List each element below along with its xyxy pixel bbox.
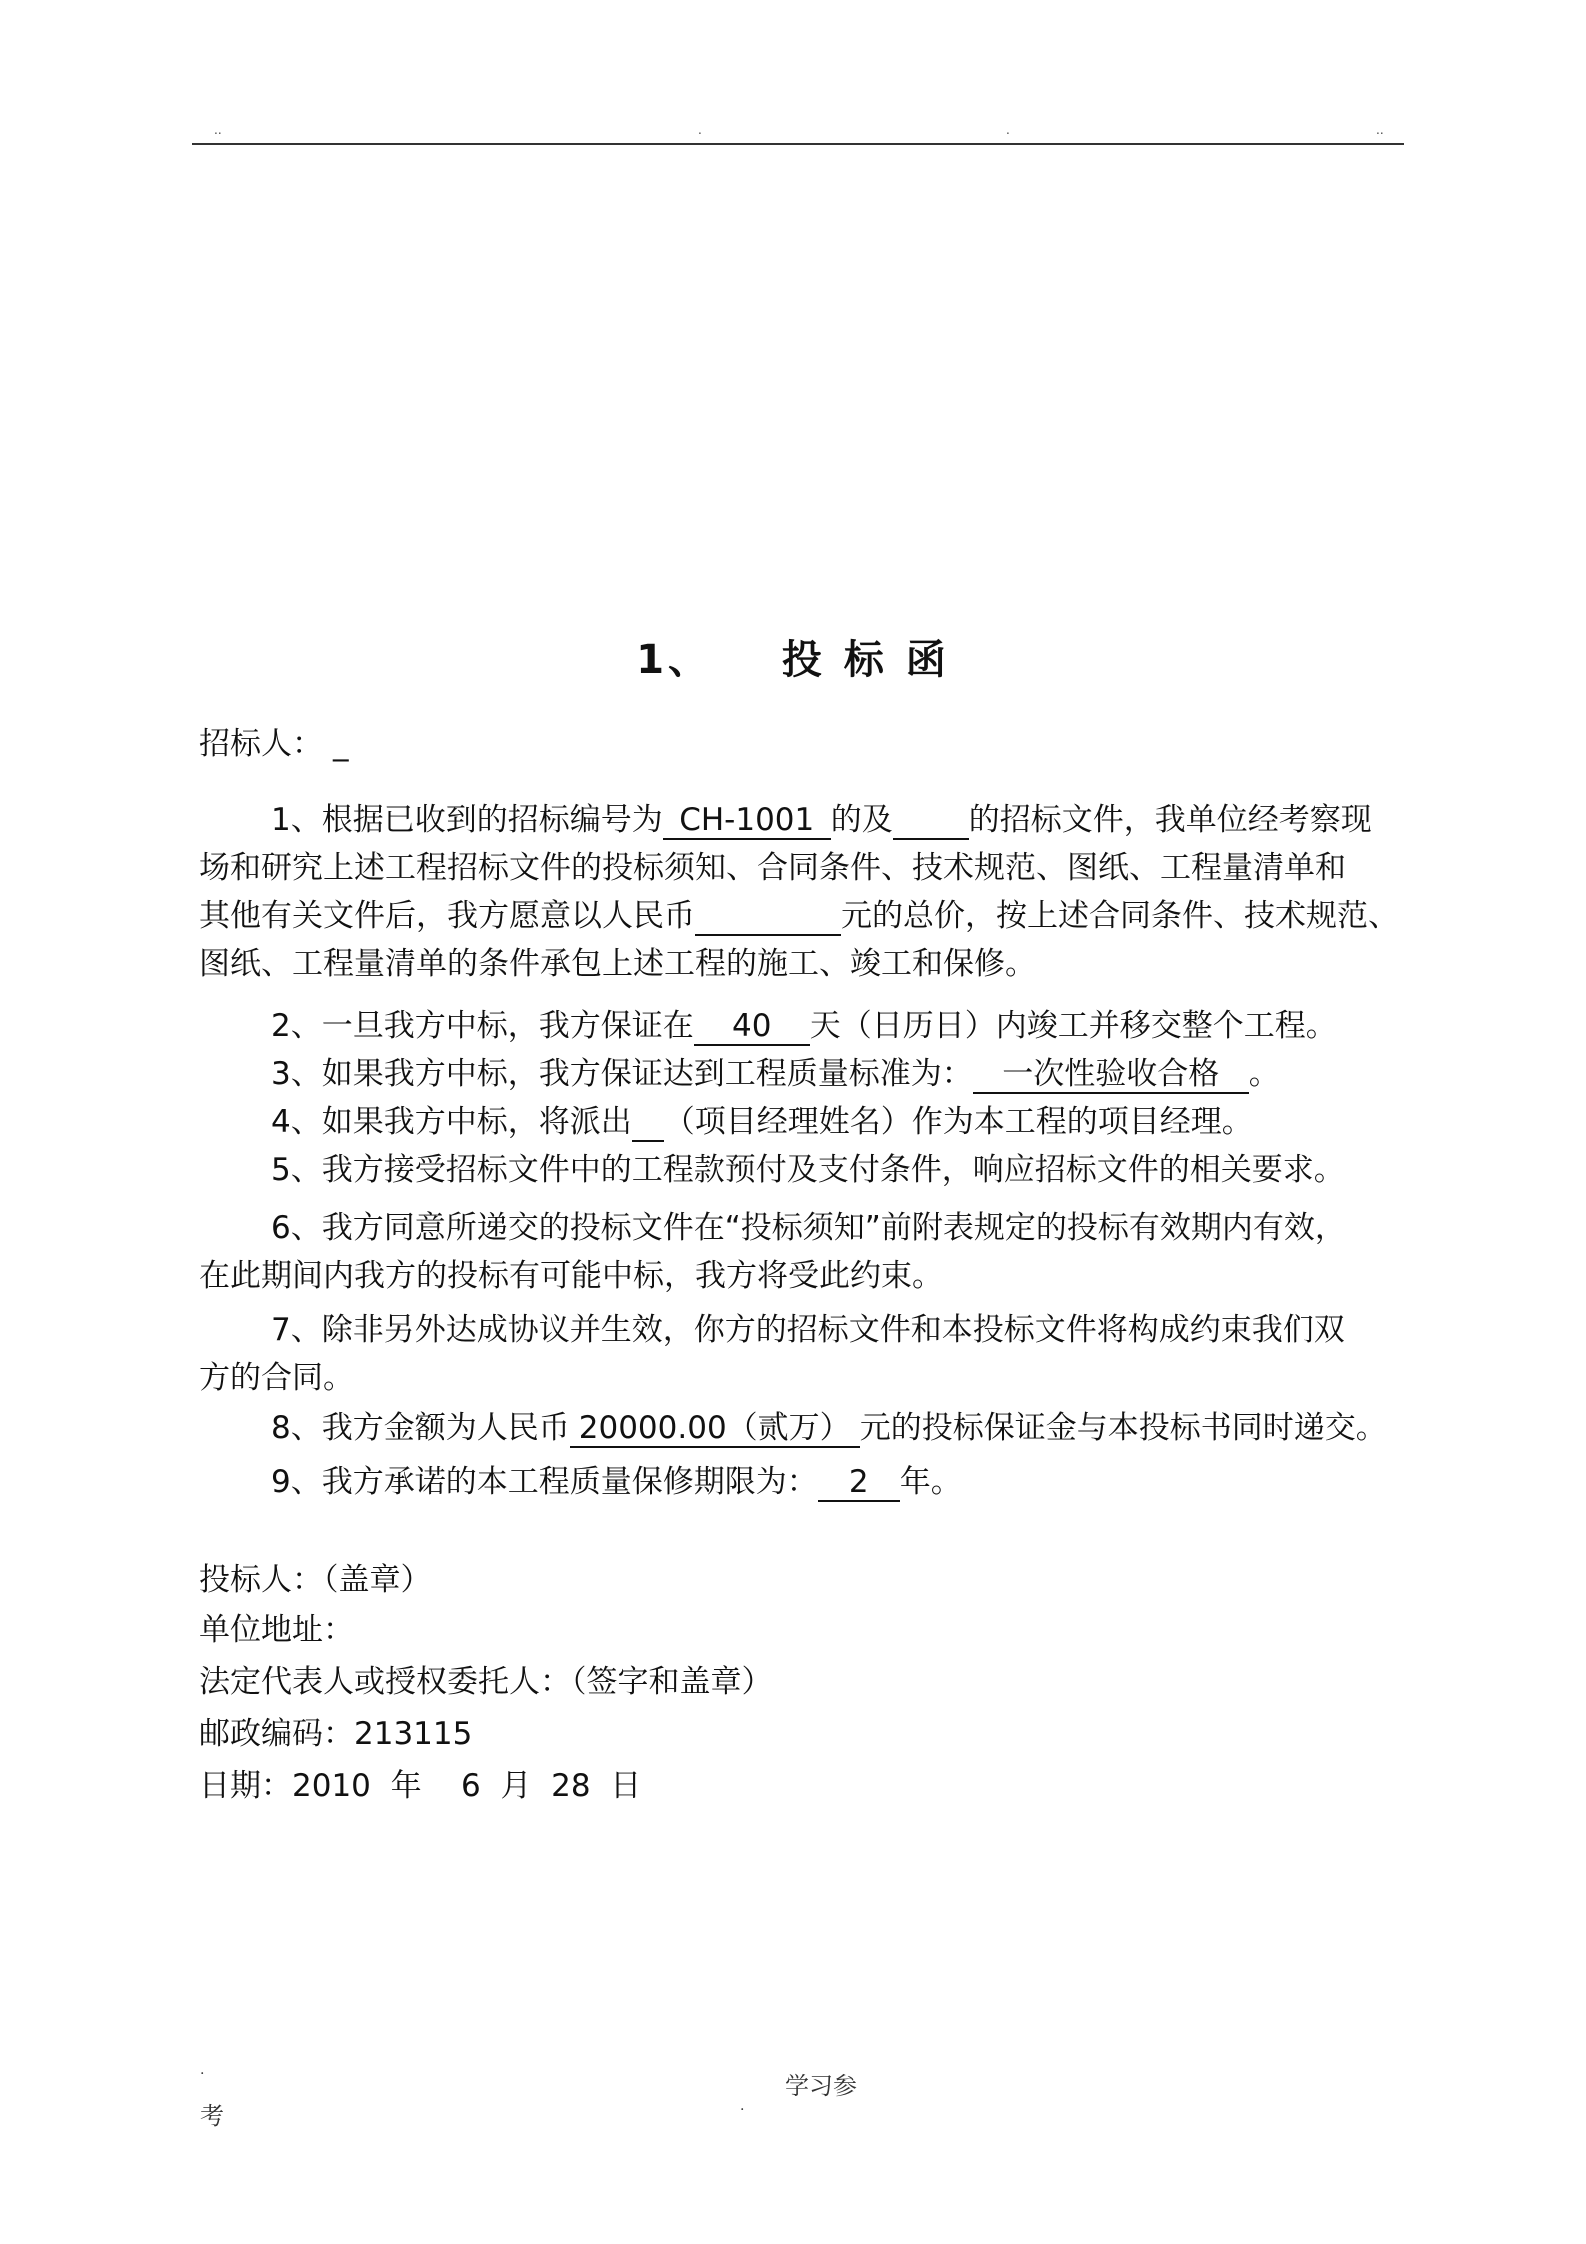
quality-standard-field: 一次性验收合格 bbox=[973, 1056, 1249, 1094]
address-line: 单位地址： bbox=[199, 1612, 354, 1648]
item-1-line-2: 场和研究上述工程招标文件的投标须知、合同条件、技术规范、图纸、工程量清单和 bbox=[199, 850, 1346, 886]
item-text: 2、一旦我方中标，我方保证在 bbox=[271, 1008, 694, 1044]
header-mark: .. bbox=[1376, 123, 1384, 137]
warranty-years-field: 2 bbox=[818, 1464, 900, 1502]
header-mark: . bbox=[1006, 123, 1010, 137]
manager-name-field bbox=[632, 1108, 664, 1142]
item-text: 天（日历日）内竣工并移交整个工程。 bbox=[809, 1008, 1337, 1044]
item-1-line-3 bbox=[199, 896, 1399, 936]
item-8 bbox=[271, 1408, 1387, 1448]
item-text: 的及 bbox=[830, 802, 893, 838]
item-7-line-1: 7、除非另外达成协议并生效，你方的招标文件和本投标文件将构成约束我们双 bbox=[271, 1312, 1345, 1348]
document-title bbox=[0, 628, 1586, 685]
item-text: 。 bbox=[1248, 1056, 1280, 1092]
bid-number-field: CH-1001 bbox=[663, 802, 831, 840]
item-text: 元的总价，按上述合同条件、技术规范、 bbox=[841, 898, 1399, 934]
item-2 bbox=[271, 1006, 1337, 1046]
blank-field bbox=[893, 806, 969, 840]
item-1-line-1 bbox=[271, 800, 1372, 840]
item-6-line-1: 6、我方同意所递交的投标文件在“投标须知”前附表规定的投标有效期内有效， bbox=[271, 1210, 1346, 1246]
item-text: 3、如果我方中标，我方保证达到工程质量标准为： bbox=[271, 1056, 973, 1092]
footer-mark: . bbox=[200, 2062, 205, 2078]
title-text: 投 标 函 bbox=[781, 637, 950, 683]
item-5: 5、我方接受招标文件中的工程款预付及支付条件，响应招标文件的相关要求。 bbox=[271, 1152, 1345, 1188]
item-text: 1、根据已收到的招标编号为 bbox=[271, 802, 663, 838]
bid-bond-amount-field: 20000.00（贰万） bbox=[570, 1410, 860, 1448]
item-9 bbox=[271, 1462, 962, 1502]
item-7-line-2: 方的合同。 bbox=[199, 1360, 354, 1396]
recipient-value: _ bbox=[333, 726, 349, 762]
footer-text: 学习参 bbox=[785, 2072, 857, 2100]
recipient-line bbox=[199, 724, 349, 764]
item-1-line-4: 图纸、工程量清单的条件承包上述工程的施工、竣工和保修。 bbox=[199, 946, 1036, 982]
item-text: （项目经理姓名）作为本工程的项目经理。 bbox=[663, 1104, 1253, 1140]
title-number: 1、 bbox=[636, 637, 713, 683]
item-3 bbox=[271, 1054, 1280, 1094]
header-rule bbox=[192, 143, 1404, 145]
item-text: 9、我方承诺的本工程质量保修期限为： bbox=[271, 1464, 818, 1500]
item-text: 元的投标保证金与本投标书同时递交。 bbox=[859, 1410, 1387, 1446]
bidder-stamp-line: 投标人：（盖章） bbox=[199, 1562, 432, 1598]
item-text: 8、我方金额为人民币 bbox=[271, 1410, 570, 1446]
postcode-line: 邮政编码：213115 bbox=[199, 1716, 473, 1752]
recipient-label: 招标人： bbox=[199, 726, 323, 762]
representative-line: 法定代表人或授权委托人：（签字和盖章） bbox=[199, 1664, 773, 1700]
header-mark: .. bbox=[214, 123, 222, 137]
item-text: 的招标文件，我单位经考察现 bbox=[968, 802, 1372, 838]
item-text: 其他有关文件后，我方愿意以人民币 bbox=[199, 898, 695, 934]
item-6-line-2: 在此期间内我方的投标有可能中标，我方将受此约束。 bbox=[199, 1258, 943, 1294]
footer-text-continued: 考 bbox=[200, 2102, 224, 2130]
item-text: 年。 bbox=[899, 1464, 962, 1500]
days-field: 40 bbox=[694, 1008, 810, 1046]
header-mark: . bbox=[698, 123, 702, 137]
footer-mark: . bbox=[740, 2098, 745, 2114]
item-4 bbox=[271, 1102, 1253, 1142]
date-line: 日期：2010 年 6 月 28 日 bbox=[199, 1768, 642, 1804]
total-price-field bbox=[695, 902, 841, 936]
item-text: 4、如果我方中标，将派出 bbox=[271, 1104, 632, 1140]
